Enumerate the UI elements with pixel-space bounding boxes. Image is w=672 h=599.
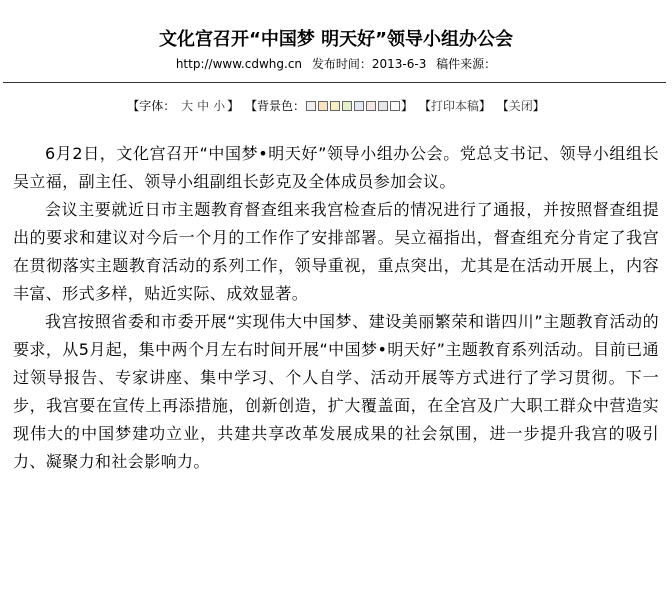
print-group: 【打印本稿】 [418, 99, 491, 113]
print-link[interactable]: 打印本稿 [430, 99, 479, 113]
article-paragraph: 会议主要就近日市主题教育督查组来我宫检查后的情况进行了通报，并按照督查组提出的要求和建议对今后一个月的工作作了安排部署。吴立福指出，督查组充分肯定了我宫在贯彻落实主题教育活动的系列工作，领导重视，重点突出，尤其是在活动开展上，内容丰富、形式多样，贴近实际、成效显著。 [13, 200, 659, 303]
article-paragraph: 6月2日，文化宫召开“中国梦•明天好”领导小组办公会。党总支书记、领导小组组长吴立福，副主任、领导小组副组长彭克及全体成员参加会议。 [13, 144, 659, 191]
font-size-label: 字体： [139, 99, 176, 113]
bg-color-swatch[interactable] [330, 101, 340, 111]
article-title: 文化宫召开“中国梦 明天好”领导小组办公会 [159, 29, 513, 50]
bg-color-swatch[interactable] [342, 101, 352, 111]
bg-color-group: 【背景色： 】 [244, 99, 414, 113]
bg-color-swatch[interactable] [318, 101, 328, 111]
bg-color-label: 背景色： [256, 99, 305, 113]
publish-date: 2013-6-3 [371, 57, 427, 71]
article-paragraph: 我宫按照省委和市委开展“实现伟大中国梦、建设美丽繁荣和谐四川”主题教育活动的要求，从5月起，集中两个月左右时间开展“中国梦•明天好”主题教育系列活动。目前已通过领导报告、专家讲座、集中学习、个人自学、活动开展等方式进行了学习贯彻。下一步，我宫要在宣传上再添措施，创新创造，扩大覆盖面，在全宫及广大职工群众中营造实现伟大的中国梦建功立业，共建共享改革发展成果的社会氛围，进一步提升我宫的吸引力、凝聚力和社会影响力。 [13, 312, 659, 471]
publish-label: 发布时间： [311, 57, 372, 71]
source-url: http://www.cdwhg.cn [175, 57, 303, 71]
source-label: 稿件来源： [436, 57, 497, 71]
header-divider [3, 82, 666, 83]
article-body [13, 140, 659, 476]
publish-time [312, 57, 426, 71]
article-meta [0, 56, 672, 72]
font-size-medium-link[interactable]: 中 [197, 99, 210, 113]
bg-color-swatch[interactable] [306, 101, 316, 111]
font-size-large-link[interactable]: 大 [181, 99, 194, 113]
close-group: 【关闭】 [496, 99, 545, 113]
bg-color-swatch[interactable] [366, 101, 376, 111]
bg-color-swatch[interactable] [378, 101, 388, 111]
bg-color-swatches [305, 99, 401, 113]
font-size-group: 【字体： 大 中 小 】 [127, 99, 240, 113]
font-size-small-link[interactable]: 小 [213, 99, 226, 113]
close-link[interactable]: 关闭 [508, 99, 533, 113]
article-toolbar [0, 98, 672, 114]
bg-color-swatch[interactable] [354, 101, 364, 111]
bg-color-swatch[interactable] [390, 101, 400, 111]
